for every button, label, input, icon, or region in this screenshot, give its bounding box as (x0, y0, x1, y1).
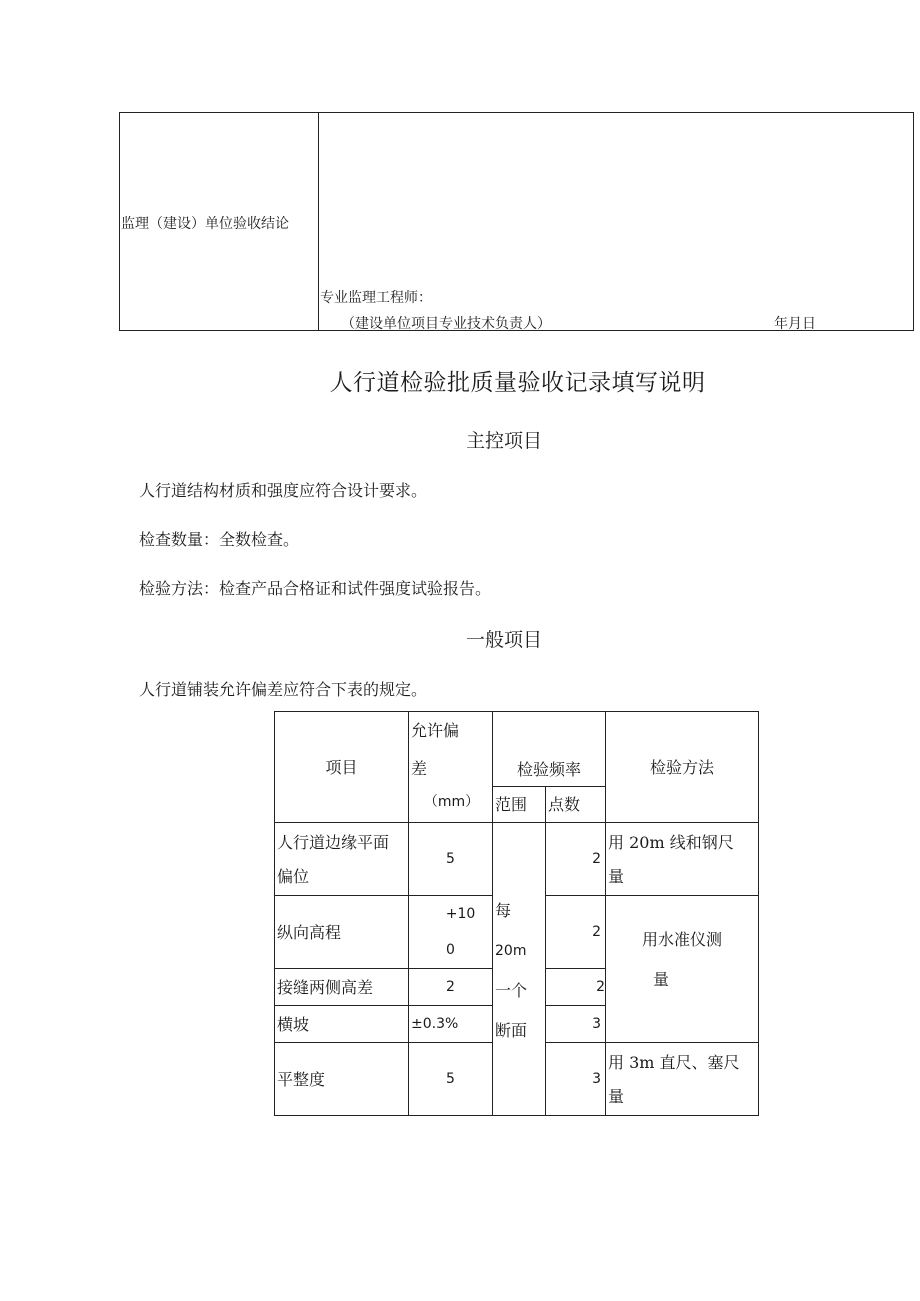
signoff-label: 监理（建设）单位验收结论 (121, 216, 289, 232)
row-points: 2 (546, 823, 606, 896)
main-control-line-1: 人行道结构材质和强度应符合设计要求。 (139, 481, 428, 500)
signoff-label-cell (120, 113, 319, 330)
row-method: 用 3m 直尺、塞尺 量 (606, 1043, 759, 1116)
header-item: 项目 (275, 712, 409, 823)
row-tolerance: ±0.3% (409, 1006, 493, 1043)
owner-signature-label: （建设单位项目专业技术负责人） (341, 316, 551, 332)
main-control-line-2: 检查数量：全数检查。 (139, 530, 300, 549)
row-points: 3 (546, 1043, 606, 1116)
row-tolerance: +10 0 (409, 896, 493, 969)
row-tolerance: 2 (409, 969, 493, 1006)
row-points: 2 (546, 896, 606, 969)
header-method: 检验方法 (606, 712, 759, 823)
general-heading: 一般项目 (465, 629, 542, 651)
general-intro: 人行道铺装允许偏差应符合下表的规定。 (139, 680, 428, 699)
row-method: 用 20m 线和钢尺 量 (606, 823, 759, 896)
signoff-content-cell (319, 113, 913, 330)
engineer-signature-label: 专业监理工程师： (320, 290, 432, 306)
row-tolerance: 5 (409, 1043, 493, 1116)
tolerance-table (274, 711, 759, 1116)
header-range: 范围 (493, 787, 546, 823)
header-points: 点数 (546, 787, 606, 823)
row-points: 2 (546, 969, 606, 1006)
row-item: 人行道边缘平面 偏位 (275, 823, 409, 896)
range-cell: 每 20m 一个 断面 (493, 823, 546, 1116)
row-tolerance: 5 (409, 823, 493, 896)
row-method: 用水准仪测 量 (606, 896, 759, 1043)
signoff-table (119, 112, 914, 331)
row-item: 平整度 (275, 1043, 409, 1116)
header-tolerance: 允许偏 差 （mm） (409, 712, 493, 823)
main-control-heading: 主控项目 (465, 430, 542, 452)
row-points: 3 (546, 1006, 606, 1043)
date-label: 年月日 (774, 316, 816, 332)
row-item: 接缝两侧高差 (275, 969, 409, 1006)
table-row (275, 823, 759, 896)
page-title: 人行道检验批质量验收记录填写说明 (329, 370, 706, 396)
main-control-line-3: 检验方法：检查产品合格证和试件强度试验报告。 (139, 579, 492, 598)
row-item: 横坡 (275, 1006, 409, 1043)
row-item: 纵向高程 (275, 896, 409, 969)
header-frequency: 检验频率 (493, 712, 606, 787)
